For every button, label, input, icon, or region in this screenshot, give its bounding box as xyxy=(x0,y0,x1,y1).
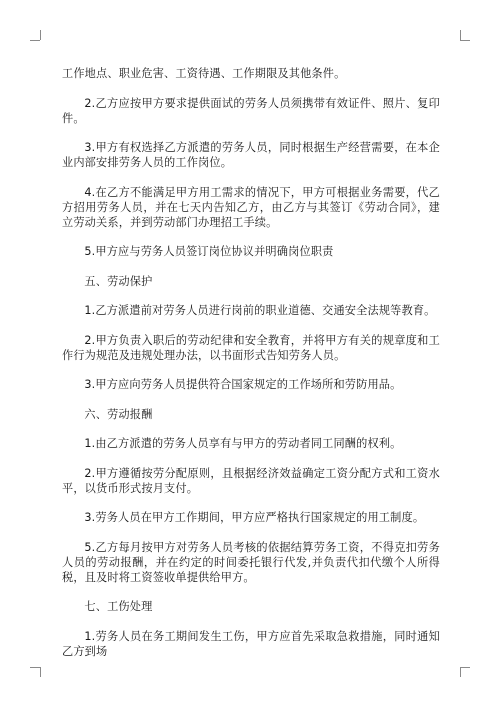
section-heading: 七、工伤处理 xyxy=(84,600,153,613)
section-heading: 五、劳动保护 xyxy=(84,274,153,288)
document-body xyxy=(62,66,440,673)
paragraph: 5.乙方每月按甲方对劳务人员考核的依据结算劳务工资，不得克扣劳务人员的劳动报酬，并在约定的时间委托银行代发,并负责代扣代缴个人所得税，且及时将工资签收单提供给甲方。 xyxy=(62,540,440,584)
paragraph: 2.乙方应按甲方要求提供面试的劳务人员须携带有效证件、照片、复印件。 xyxy=(62,96,440,125)
paragraph: 3.甲方有权选择乙方派遣的劳务人员，同时根据生产经营需要，在本企业内部安排劳务人员的工作岗位。 xyxy=(62,141,440,169)
paragraph: 5.甲方应与劳务人员签订岗位协议并明确岗位职责 xyxy=(84,245,334,258)
paragraph: 1.劳务人员在务工期间发生工伤，甲方应首先采取急救措施，同时通知乙方到场 xyxy=(62,629,440,658)
paragraph: 1.由乙方派遣的劳务人员享有与甲方的劳动者同工同酬的权利。 xyxy=(84,437,402,450)
section-heading: 六、劳动报酬 xyxy=(84,407,153,421)
paragraph: 2.甲方负责入职后的劳动纪律和安全教育，并将甲方有关的规章度和工作行为规范及违规处理办法，以书面形式告知劳务人员。 xyxy=(62,333,440,362)
paragraph: 2.甲方遵循按劳分配原则，且根据经济效益确定工资分配方式和工资水平，以货币形式按月支付。 xyxy=(62,466,440,495)
paragraph: 4.在乙方不能满足甲方用工需求的情况下，甲方可根据业务需要，代乙方招用劳务人员，并在七天内告知乙方，由乙方与其签订《劳动合同》，建立劳动关系，并到劳动部门办理招工手续。 xyxy=(62,185,440,229)
paragraph: 3.劳务人员在甲方工作期间，甲方应严格执行国家规定的用工制度。 xyxy=(84,511,425,524)
paragraph: 工作地点、职业危害、工资待遇、工作期限及其他条件。 xyxy=(62,67,346,80)
paragraph: 1.乙方派遣前对劳务人员进行岗前的职业道德、交通安全法规等教育。 xyxy=(84,304,436,317)
paragraph: 3.甲方应向劳务人员提供符合国家规定的工作场所和劳防用品。 xyxy=(84,378,402,391)
